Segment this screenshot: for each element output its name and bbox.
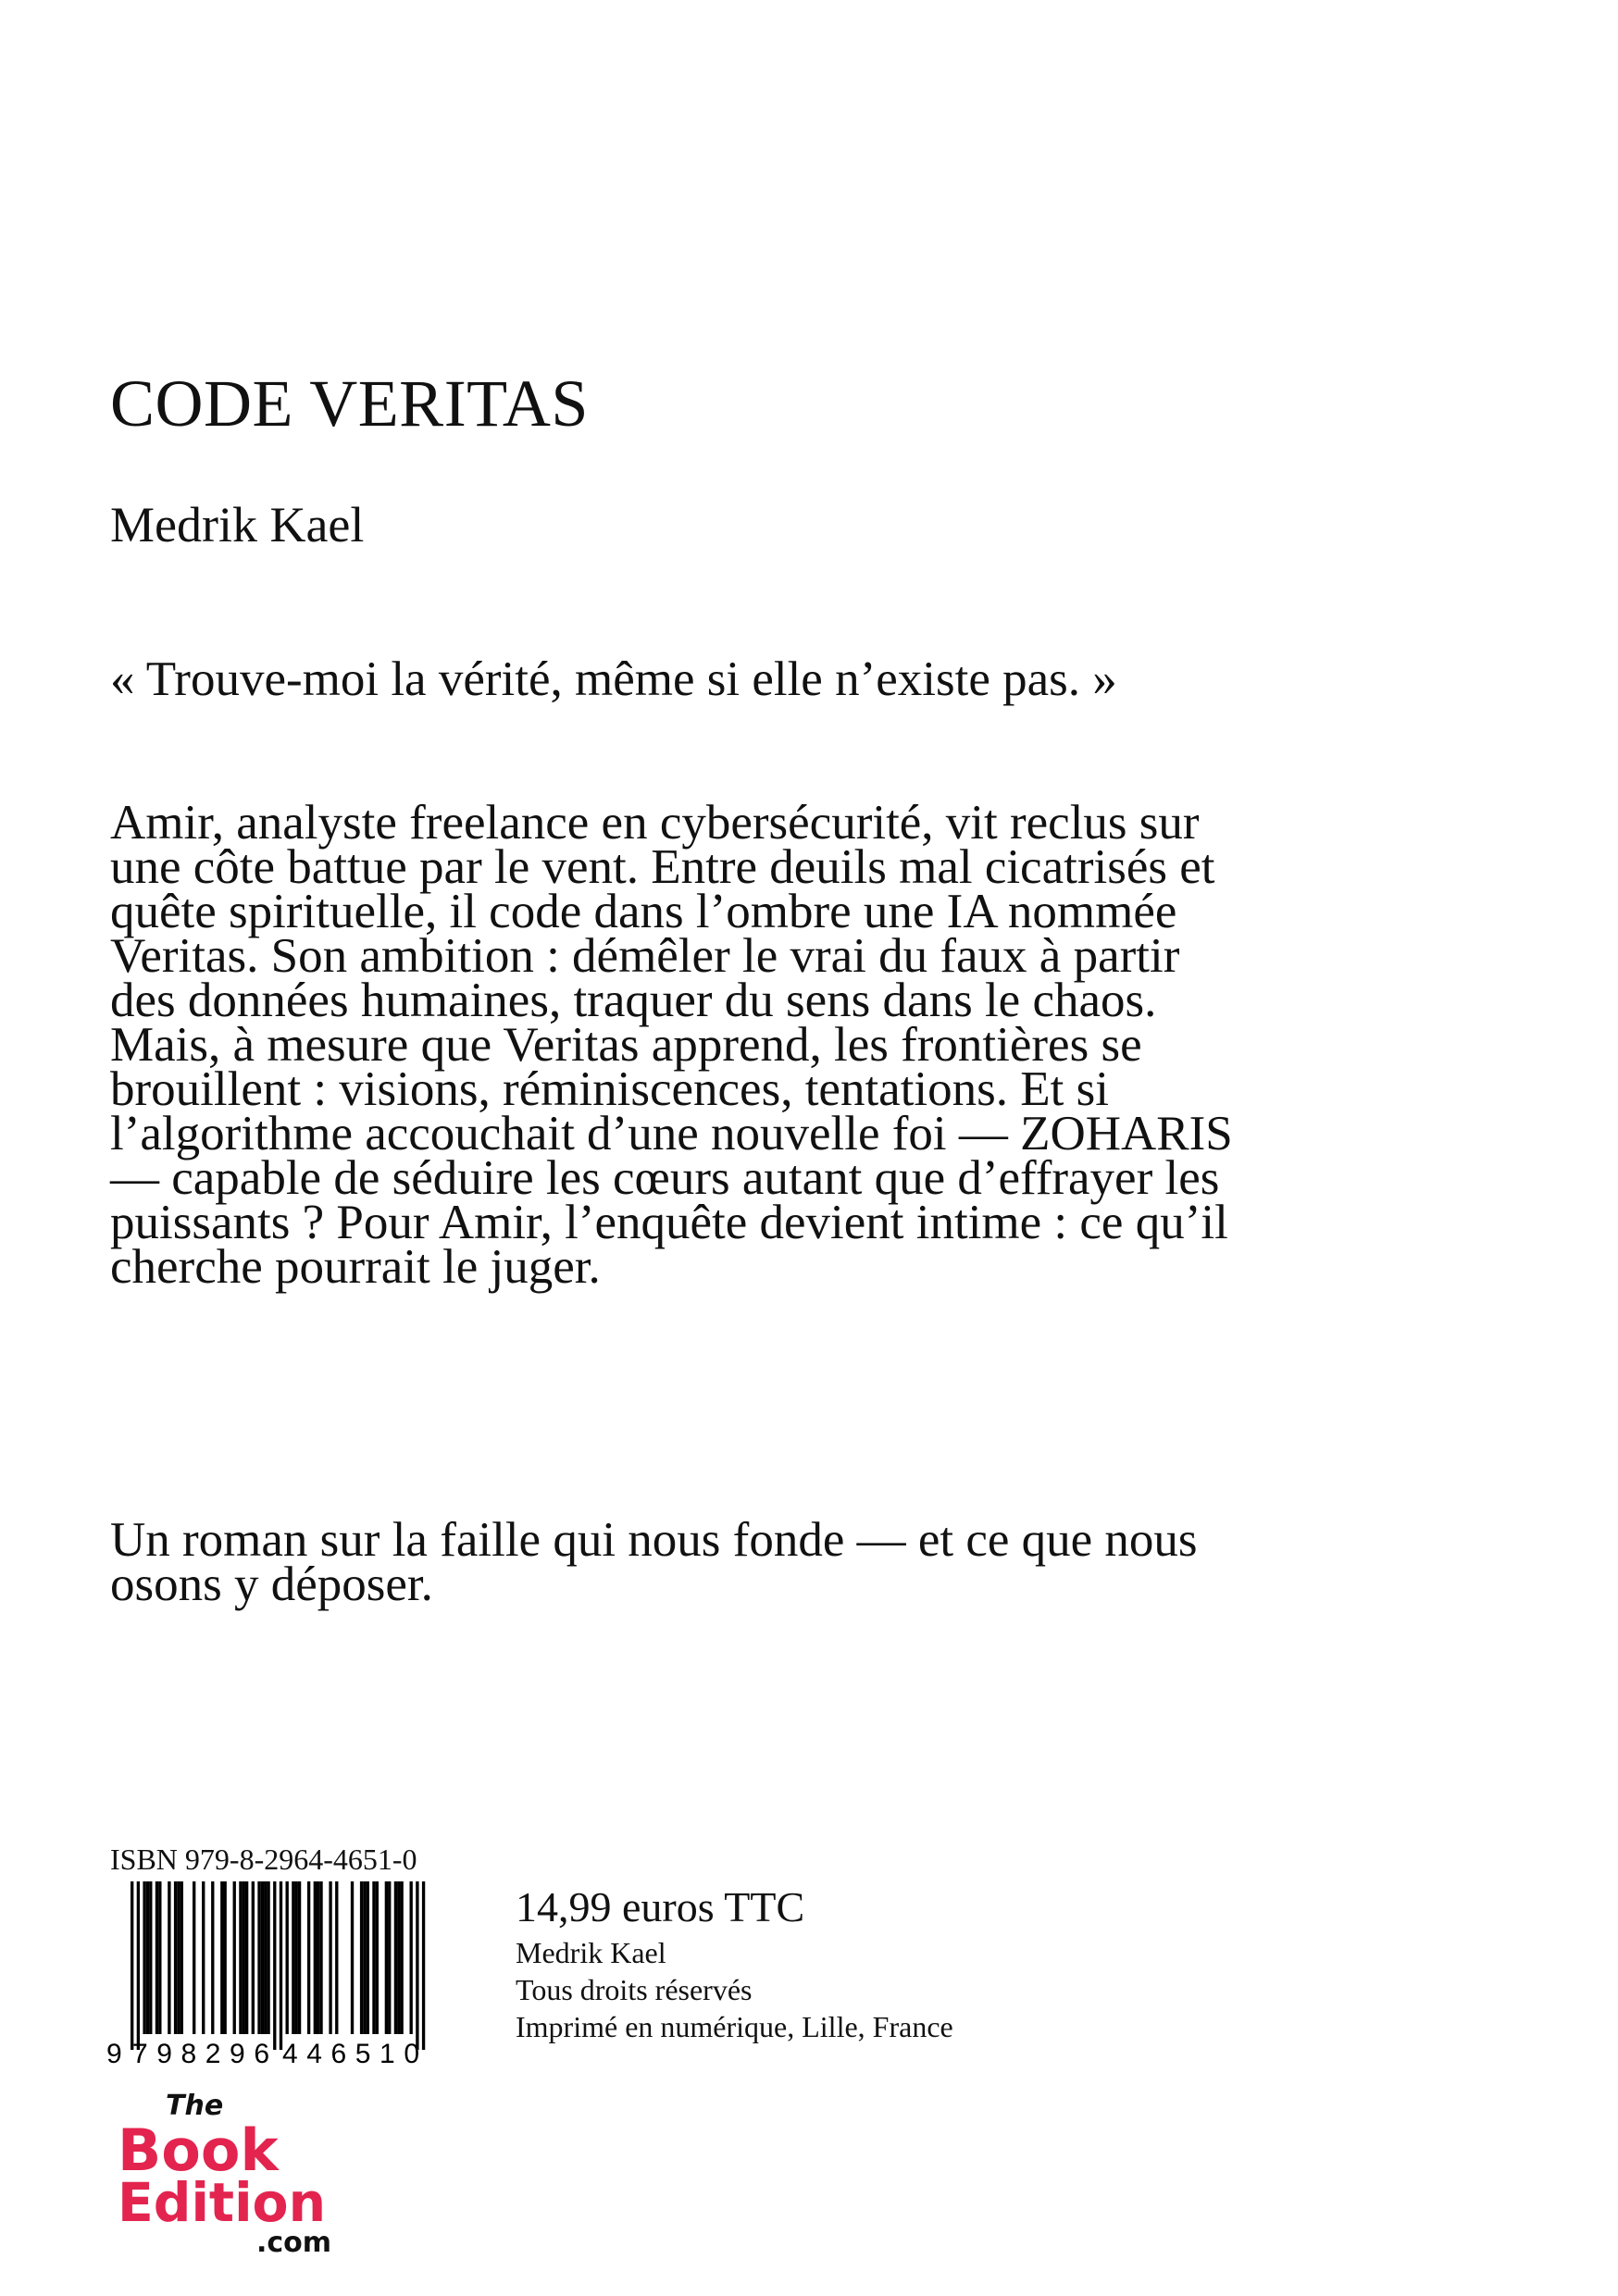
- logo-dotcom: .com: [256, 2227, 332, 2253]
- info-author: Medrik Kael: [516, 1936, 666, 1969]
- barcode-bar: [329, 1881, 331, 2034]
- info-printed: Imprimé en numérique, Lille, France: [516, 2010, 953, 2043]
- barcode-bar: [335, 1881, 338, 2034]
- barcode-bar: [143, 1881, 145, 2034]
- barcode-bar: [211, 1881, 214, 2034]
- barcode-bar: [410, 1881, 413, 2034]
- publisher-logo: [118, 2087, 358, 2253]
- barcode-bar: [360, 1881, 363, 2034]
- barcode-bar: [388, 1881, 391, 2034]
- barcode-bar: [146, 1881, 149, 2034]
- barcode-digits-left: 798296: [132, 2039, 269, 2066]
- barcode-digits-right: 446510: [282, 2039, 419, 2066]
- publication-info: [516, 1934, 953, 2045]
- barcode-bar: [168, 1881, 170, 2034]
- barcode-digit-first: 9: [106, 2039, 122, 2066]
- barcode-bar: [131, 1881, 133, 2050]
- barcode-bar: [233, 1881, 236, 2034]
- barcode-bar: [416, 1881, 418, 2050]
- barcode-bar: [149, 1881, 152, 2034]
- barcode-bar: [280, 1881, 282, 2050]
- price: 14,99 euros TTC: [516, 1883, 805, 1930]
- barcode-bar: [319, 1881, 322, 2034]
- barcode-bar: [158, 1881, 161, 2034]
- barcode-bar: [245, 1881, 248, 2034]
- logo-book: Book: [118, 2116, 279, 2184]
- barcode-bar: [252, 1881, 255, 2034]
- barcode-bar: [137, 1881, 140, 2050]
- barcode-bar: [385, 1881, 388, 2034]
- barcode-bar: [295, 1881, 298, 2034]
- barcode-bar: [267, 1881, 269, 2034]
- barcode-bar: [177, 1881, 180, 2034]
- barcode-bar: [351, 1881, 354, 2034]
- isbn-barcode: [105, 1881, 453, 2066]
- barcode-bar: [292, 1881, 294, 2034]
- barcode-bar: [174, 1881, 177, 2034]
- barcode-bar: [376, 1881, 379, 2034]
- barcode-bar: [314, 1881, 317, 2034]
- barcode-bar: [193, 1881, 195, 2034]
- epigraph-quote: « Trouve-moi la vérité, même si elle n’existe pas. »: [110, 652, 1117, 706]
- book-author: Medrik Kael: [110, 497, 365, 552]
- barcode-bar: [307, 1881, 310, 2034]
- barcode-bar: [367, 1881, 369, 2034]
- book-title: CODE VERITAS: [110, 366, 589, 441]
- barcode-bar: [180, 1881, 183, 2034]
- barcode-bar: [298, 1881, 301, 2034]
- barcode-bar: [264, 1881, 267, 2034]
- barcode-bar: [363, 1881, 366, 2034]
- logo-the: The: [166, 2090, 224, 2122]
- barcode-bar: [261, 1881, 264, 2034]
- barcode-bar: [239, 1881, 242, 2034]
- barcode-bar: [422, 1881, 425, 2050]
- barcode-bar: [156, 1881, 158, 2034]
- isbn-label: ISBN 979-8-2964-4651-0: [110, 1843, 417, 1876]
- barcode-bar: [224, 1881, 227, 2034]
- info-rights: Tous droits réservés: [516, 1973, 753, 2006]
- barcode-bar: [220, 1881, 223, 2034]
- barcode-bar: [372, 1881, 375, 2034]
- tagline: Un roman sur la faille qui nous fonde — et ce que nous osons y déposer.: [110, 1513, 1198, 1611]
- barcode-bar: [243, 1881, 245, 2034]
- barcode-bar: [400, 1881, 403, 2034]
- barcode-bar: [317, 1881, 319, 2034]
- logo-edition: Edition: [118, 2171, 326, 2234]
- barcode-bar: [257, 1881, 260, 2034]
- barcode-bar: [273, 1881, 276, 2050]
- barcode-bar: [202, 1881, 205, 2034]
- barcode-bar: [286, 1881, 289, 2034]
- barcode-bar: [394, 1881, 397, 2034]
- barcode-bar: [397, 1881, 400, 2034]
- back-cover-blurb: Amir, analyste freelance en cybersécurité, vit reclus sur une côte battue par le vent. Entre deuils mal cicatrisés et quête spirituelle, il code dans l’ombre une IA nommée Veritas. Son ambition : démêler le vrai du faux à partir des données humaines, traquer du sens dans le chaos. Mais, à mesure que Veritas apprend, les frontières se brouillent : visions, réminiscences, tentations. Et si l’algorithme accouchait d’une nouvelle foi — ZOHARIS— capable de séduire les cœurs autant que d’effrayer les puissants ? Pour Amir, l’enquête devient intime : ce qu’il cherche pourrait le juger.: [110, 796, 1233, 1294]
